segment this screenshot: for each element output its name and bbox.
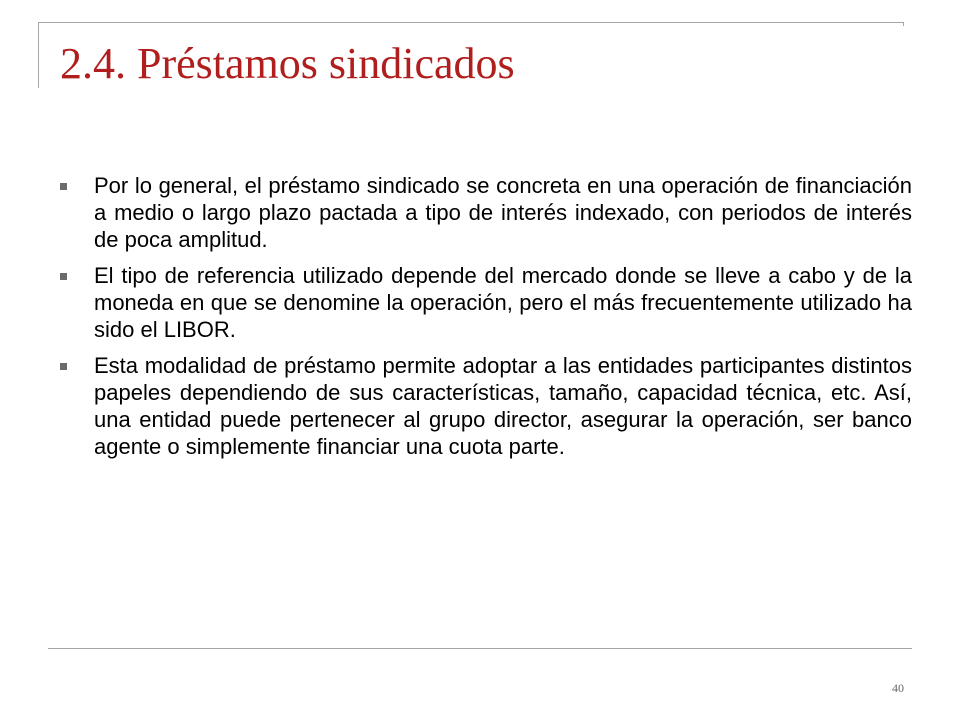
bullet-item — [56, 352, 912, 460]
slide-title: 2.4. Préstamos sindicados — [60, 39, 515, 88]
footer-rule — [48, 648, 912, 649]
bullet-list — [56, 172, 912, 469]
bullet-text: Por lo general, el préstamo sindicado se concreta en una operación de financiación a medio o largo plazo pactada a tipo de interés indexado, con periodos de interés de poca amplitud. — [94, 173, 912, 252]
top-rule — [38, 22, 904, 23]
square-bullet-icon — [60, 273, 67, 280]
bullet-item — [56, 172, 912, 253]
square-bullet-icon — [60, 183, 67, 190]
top-rule-end-tick — [903, 22, 904, 26]
bullet-text: El tipo de referencia utilizado depende del mercado donde se lleve a cabo y de la moneda en que se denomine la operación, pero el más frecuentemente utilizado ha sido el LIBOR. — [94, 263, 912, 342]
bullet-item — [56, 262, 912, 343]
square-bullet-icon — [60, 363, 67, 370]
left-rule — [38, 22, 39, 88]
page-number: 40 — [892, 681, 904, 695]
bullet-text: Esta modalidad de préstamo permite adoptar a las entidades participantes distintos papeles dependiendo de sus características, tamaño, capacidad técnica, etc. Así, una entidad puede pertenecer al grupo director, asegurar la operación, ser banco agente o simplemente financiar una cuota parte. — [94, 353, 912, 459]
